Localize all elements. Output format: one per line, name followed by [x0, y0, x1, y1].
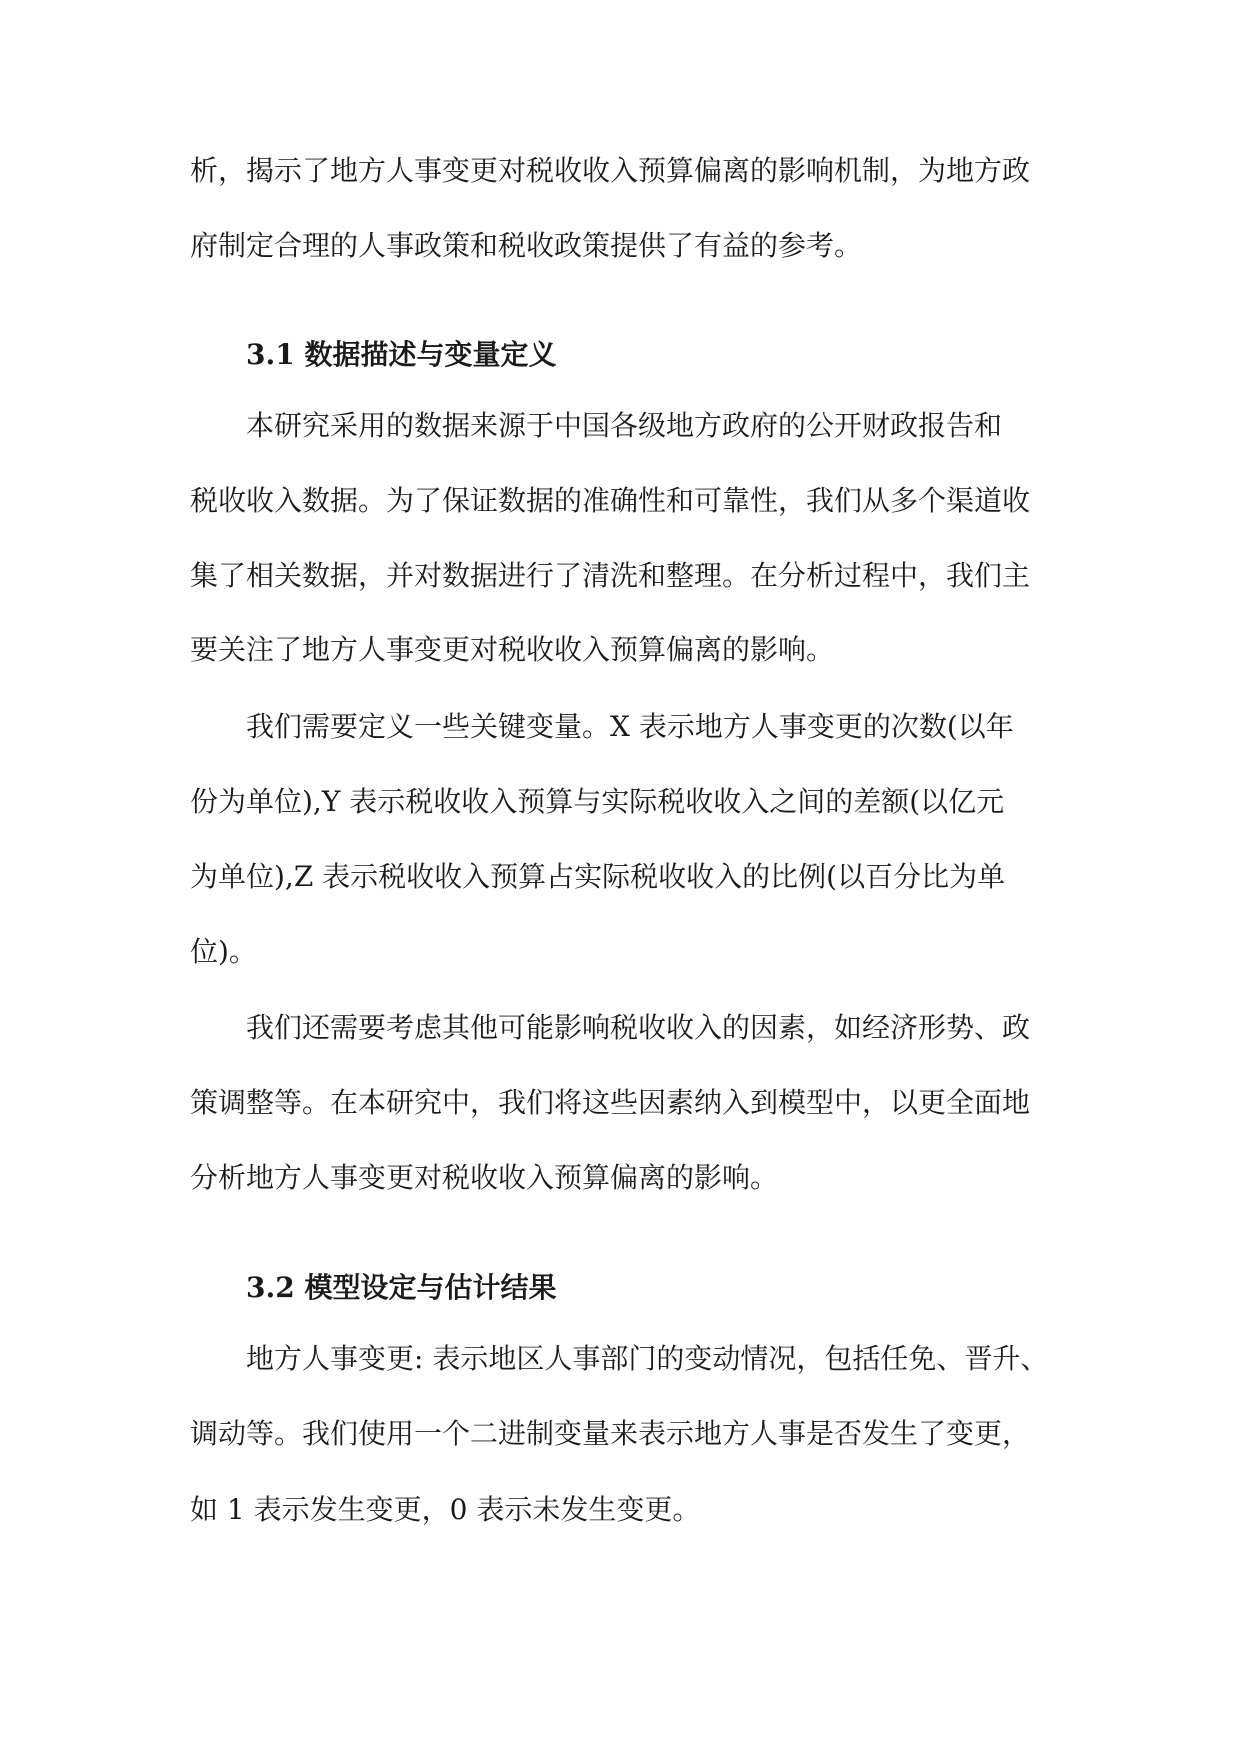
section-heading-3-1: 3.1 数据描述与变量定义: [246, 338, 557, 371]
paragraph-line: 集了相关数据，并对数据进行了清洗和整理。在分析过程中，我们主: [190, 559, 1031, 592]
paragraph-line: 地方人事变更: 表示地区人事部门的变动情况，包括任免、晋升、: [246, 1342, 1049, 1375]
paragraph-line: 税收收入数据。为了保证数据的准确性和可靠性，我们从多个渠道收: [190, 484, 1031, 517]
paragraph-line: 如 1 表示发生变更，0 表示未发生变更。: [190, 1493, 701, 1526]
paragraph-line: 份为单位),Y 表示税收收入预算与实际税收收入之间的差额(以亿元: [190, 785, 1005, 818]
section-heading-3-2: 3.2 模型设定与估计结果: [246, 1271, 557, 1304]
paragraph-line: 位)。: [190, 935, 257, 968]
paragraph-line: 我们需要定义一些关键变量。X 表示地方人事变更的次数(以年: [246, 710, 1014, 743]
paragraph-line: 我们还需要考虑其他可能影响税收收入的因素，如经济形势、政: [246, 1011, 1031, 1044]
paragraph-line: 调动等。我们使用一个二进制变量来表示地方人事是否发生了变更，: [190, 1417, 1031, 1450]
paragraph-line: 策调整等。在本研究中，我们将这些因素纳入到模型中，以更全面地: [190, 1086, 1031, 1119]
paragraph-line: 析，揭示了地方人事变更对税收收入预算偏离的影响机制，为地方政: [190, 154, 1031, 187]
paragraph-line: 本研究采用的数据来源于中国各级地方政府的公开财政报告和: [246, 409, 1003, 442]
paragraph-line: 府制定合理的人事政策和税收政策提供了有益的参考。: [190, 229, 863, 262]
paragraph-line: 要关注了地方人事变更对税收收入预算偏离的影响。: [190, 633, 835, 666]
paragraph-line: 分析地方人事变更对税收收入预算偏离的影响。: [190, 1161, 779, 1194]
paragraph-line: 为单位),Z 表示税收收入预算占实际税收收入的比例(以百分比为单: [190, 860, 1006, 893]
